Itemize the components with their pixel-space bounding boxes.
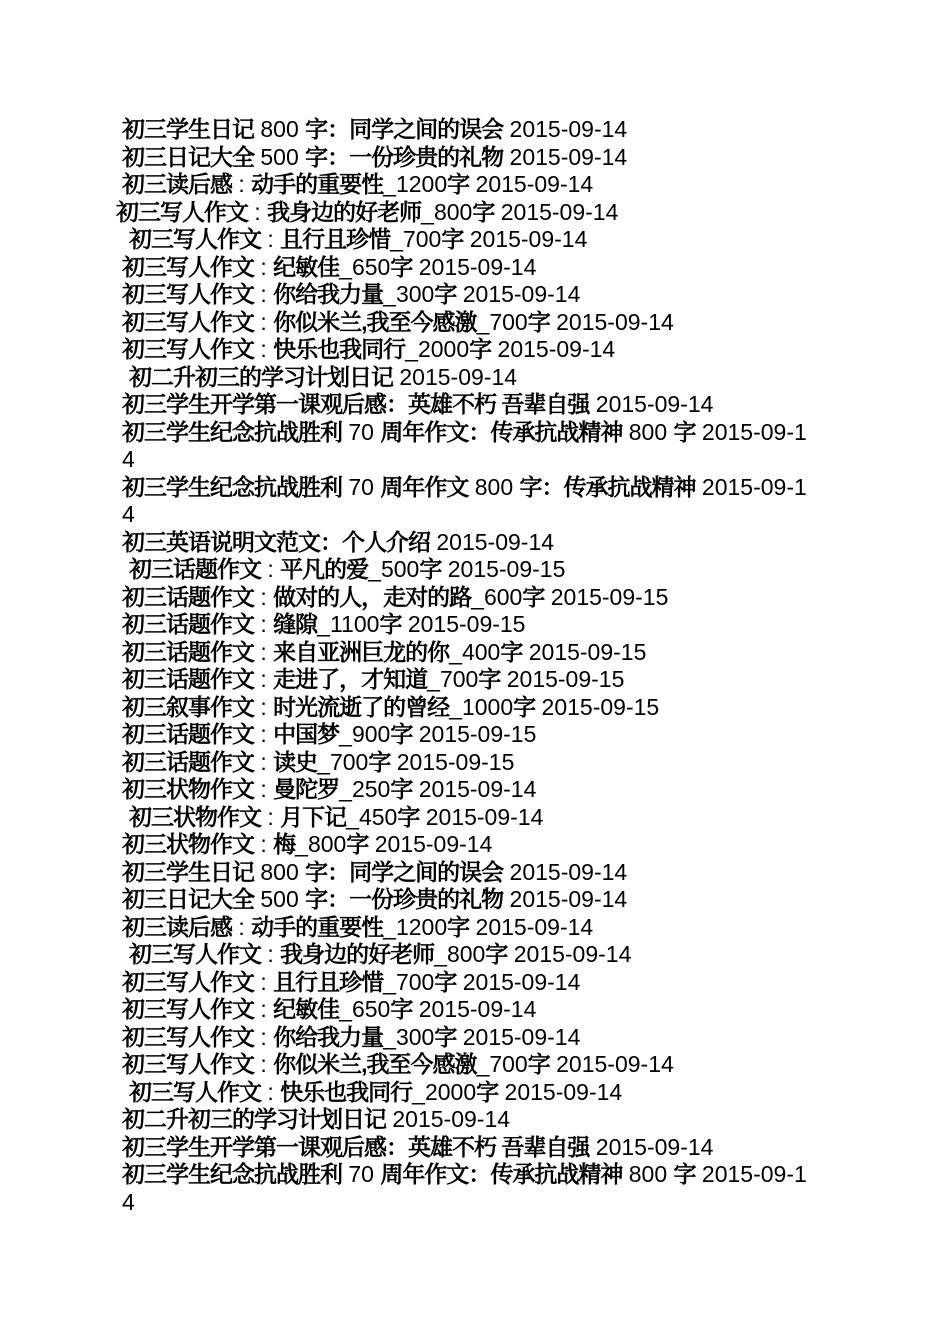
entry-date: 2015-09-14 <box>462 1023 581 1050</box>
entry-title: 初三话题作文 <box>129 556 261 582</box>
entry-title: 字 <box>379 611 402 637</box>
list-item <box>116 694 816 722</box>
entry-date: 2015-09-15 <box>447 556 566 582</box>
entry-date: 2015-09-15 <box>550 583 669 610</box>
list-item <box>116 639 816 667</box>
entry-title: 字 <box>485 941 508 967</box>
entry-title: 纪敏佳 <box>273 253 340 280</box>
entry-detail: _900 <box>339 721 391 747</box>
entry-title: 初三学生开学第一课观后感：英雄不朽 吾辈自强 <box>122 391 590 417</box>
list-item <box>116 969 816 997</box>
entry-date: 2015-09-14 <box>469 226 588 252</box>
entry-title: 初三写人作文 <box>122 336 254 362</box>
list-item <box>116 556 816 584</box>
entry-detail: _700 <box>390 226 442 252</box>
entry-title: 字 <box>390 721 413 747</box>
entry-date: 2015-09-14 <box>509 886 628 912</box>
entry-title: 字：一份珍贵的礼物 <box>305 143 504 170</box>
entry-title: 周年作文：传承抗战精神 <box>380 418 623 445</box>
entry-detail: _2000 <box>412 1078 477 1105</box>
entry-title: 缝隙 <box>273 611 318 637</box>
entry-detail: 500 <box>260 143 299 170</box>
entry-title: 初三写人作文 <box>129 941 261 967</box>
entry-title: 初三叙事作文 <box>122 693 254 720</box>
entry-title: 初三写人作文 <box>122 1023 254 1050</box>
entry-title: 初三写人作文 <box>122 996 254 1022</box>
entry-title: 你给我力量 <box>273 1023 384 1050</box>
entry-detail: : <box>260 638 267 665</box>
entry-detail: : <box>260 611 267 637</box>
entry-detail: 500 <box>260 886 299 912</box>
entry-title: 快乐也我同行 <box>273 336 406 362</box>
entry-detail: 70 <box>348 473 374 500</box>
entry-title: 周年作文 <box>380 473 469 500</box>
list-item <box>116 529 816 557</box>
entry-detail: _700 <box>476 1051 528 1077</box>
entry-title: 初三学生纪念抗战胜利 <box>122 418 342 445</box>
entry-date: 2015-09-14 <box>374 831 493 857</box>
entry-date: 2015-09-14 <box>436 528 555 555</box>
entry-title: 初三话题作文 <box>122 638 254 665</box>
entry-title: 初二升初三的学习计划日记 <box>129 363 393 390</box>
entry-detail: : <box>260 831 267 857</box>
entry-detail: 800 <box>474 473 514 500</box>
entry-detail: _1100 <box>317 611 380 637</box>
entry-date: 2015-09-14 <box>497 336 616 362</box>
entry-title: 初三写人作文 <box>129 226 261 252</box>
entry-detail: _700 <box>317 748 369 775</box>
entry-title: 我身边的好老师 <box>267 198 422 225</box>
entry-date: 2015-09-14 <box>475 171 594 197</box>
entry-detail: _250 <box>339 776 391 802</box>
entry-title: 初三话题作文 <box>122 583 254 610</box>
entry-detail: 800 <box>628 1161 668 1187</box>
list-item <box>116 1106 816 1134</box>
entry-detail: 70 <box>348 418 374 445</box>
entry-date: 2015-09-14 <box>595 1133 714 1160</box>
entry-date: 2015-09-14 <box>509 143 628 170</box>
entry-title: 初三学生日记 <box>122 116 254 142</box>
entry-date: 2015-09-14 <box>122 1161 807 1215</box>
entry-title: 字：一份珍贵的礼物 <box>305 886 504 912</box>
list-item <box>116 116 816 144</box>
list-item <box>116 144 816 172</box>
entry-date: 2015-09-14 <box>425 803 544 830</box>
list-item <box>116 281 816 309</box>
list-item <box>116 859 816 887</box>
entry-title: 纪敏佳 <box>273 996 340 1022</box>
entry-title: 走进了，才知道 <box>273 666 428 692</box>
entry-detail: : <box>254 198 261 225</box>
entry-detail: 800 <box>260 116 299 142</box>
entry-title: 梅 <box>273 831 296 857</box>
entry-title: 初三话题作文 <box>122 748 254 775</box>
entry-detail: _650 <box>339 996 391 1022</box>
list-item <box>116 941 816 969</box>
entry-title: 初三话题作文 <box>122 666 254 692</box>
entry-title: 初二升初三的学习计划日记 <box>122 1106 386 1132</box>
entry-detail: _300 <box>383 1023 435 1050</box>
entry-detail: : <box>267 941 274 967</box>
list-item <box>116 886 816 914</box>
entry-title: 字 <box>527 1051 550 1077</box>
entry-title: 初三学生日记 <box>122 858 254 885</box>
list-item <box>116 364 816 392</box>
entry-title: 字 <box>434 968 457 995</box>
entry-title: 字：同学之间的误会 <box>305 858 504 885</box>
entry-title: 曼陀罗 <box>273 776 340 802</box>
entry-detail: : <box>260 666 267 692</box>
entry-date: 2015-09-14 <box>509 116 628 142</box>
entry-detail: : <box>267 556 274 582</box>
entry-date: 2015-09-14 <box>399 363 518 390</box>
entry-detail: : <box>267 1078 274 1105</box>
article-list <box>116 116 816 1216</box>
entry-title: 字 <box>447 913 470 940</box>
list-item <box>116 254 816 282</box>
entry-title: 且行且珍惜 <box>280 226 391 252</box>
entry-title: 初三话题作文 <box>122 611 254 637</box>
entry-date: 2015-09-14 <box>462 281 581 307</box>
entry-detail: : <box>267 226 274 252</box>
entry-date: 2015-09-15 <box>528 638 647 665</box>
entry-date: 2015-09-15 <box>506 666 625 692</box>
entry-title: 周年作文：传承抗战精神 <box>380 1161 623 1187</box>
entry-detail: _1200 <box>383 171 448 197</box>
entry-detail: : <box>260 281 267 307</box>
list-item <box>116 996 816 1024</box>
entry-date: 2015-09-14 <box>418 253 537 280</box>
entry-title: 初三学生纪念抗战胜利 <box>122 473 342 500</box>
list-item <box>116 804 816 832</box>
entry-detail: : <box>260 253 267 280</box>
entry-date: 2015-09-15 <box>418 721 537 747</box>
entry-title: 初三写人作文 <box>122 281 254 307</box>
entry-title: 字 <box>390 776 413 802</box>
entry-date: 2015-09-14 <box>122 418 807 472</box>
entry-detail: _700 <box>427 666 479 692</box>
entry-title: 字 <box>419 556 442 582</box>
entry-date: 2015-09-15 <box>541 693 660 720</box>
entry-title: 初三写人作文 <box>122 968 254 995</box>
entry-title: 你似米兰,我至今感激 <box>273 308 477 335</box>
entry-detail: : <box>260 776 267 802</box>
entry-title: 字 <box>447 171 470 197</box>
list-item <box>116 776 816 804</box>
entry-detail: : <box>260 336 267 362</box>
entry-detail: _800 <box>421 198 473 225</box>
entry-detail: : <box>260 583 267 610</box>
entry-title: 字 <box>500 638 523 665</box>
entry-date: 2015-09-14 <box>122 473 807 527</box>
list-item <box>116 474 816 529</box>
entry-detail: 70 <box>348 1161 374 1187</box>
list-item <box>116 391 816 419</box>
entry-title: 动手的重要性 <box>251 913 384 940</box>
entry-title: 初三写人作文 <box>122 1051 254 1077</box>
entry-title: 初三状物作文 <box>129 803 261 830</box>
entry-title: 字 <box>522 583 545 610</box>
entry-date: 2015-09-14 <box>556 1051 674 1077</box>
list-item <box>116 1161 816 1216</box>
list-item <box>116 226 816 254</box>
entry-title: 字 <box>368 748 391 775</box>
list-item <box>116 721 816 749</box>
entry-title: 初三学生纪念抗战胜利 <box>122 1161 342 1187</box>
entry-title: 初三读后感 <box>122 913 232 940</box>
entry-detail: _700 <box>383 968 435 995</box>
entry-detail: : <box>260 968 267 995</box>
entry-title: 时光流逝了的曾经 <box>273 693 450 720</box>
entry-title: 快乐也我同行 <box>280 1078 413 1105</box>
entry-detail: : <box>260 748 267 775</box>
entry-detail: : <box>267 803 274 830</box>
entry-date: 2015-09-14 <box>556 308 674 335</box>
entry-title: 初三英语说明文范文：个人介绍 <box>122 528 430 555</box>
entry-date: 2015-09-14 <box>418 776 537 802</box>
entry-title: 动手的重要性 <box>251 171 384 197</box>
entry-title: 平凡的爱 <box>280 556 369 582</box>
entry-detail: _1200 <box>383 913 448 940</box>
list-item <box>116 309 816 337</box>
entry-detail: _450 <box>346 803 398 830</box>
entry-title: 初三写人作文 <box>122 308 254 335</box>
entry-date: 2015-09-14 <box>513 941 632 967</box>
entry-detail: : <box>238 913 245 940</box>
entry-title: 初三状物作文 <box>122 776 254 802</box>
list-item <box>116 1134 816 1162</box>
entry-title: 初三写人作文 <box>129 1078 261 1105</box>
list-item <box>116 1079 816 1107</box>
entry-detail: _650 <box>339 253 391 280</box>
entry-title: 初三日记大全 <box>122 886 254 912</box>
list-item <box>116 336 816 364</box>
entry-title: 字 <box>673 418 696 445</box>
entry-title: 字 <box>478 666 501 692</box>
entry-detail: : <box>260 721 267 747</box>
entry-title: 你似米兰,我至今感激 <box>273 1051 477 1077</box>
entry-date: 2015-09-15 <box>396 748 515 775</box>
list-item <box>116 1024 816 1052</box>
entry-date: 2015-09-14 <box>392 1106 511 1132</box>
entry-title: 来自亚洲巨龙的你 <box>273 638 450 665</box>
entry-title: 字 <box>513 693 536 720</box>
entry-title: 初三状物作文 <box>122 831 254 857</box>
entry-detail: _2000 <box>405 336 470 362</box>
entry-title: 初三学生开学第一课观后感：英雄不朽 吾辈自强 <box>122 1133 590 1160</box>
entry-title: 初三写人作文 <box>122 253 254 280</box>
entry-detail: : <box>260 1023 267 1050</box>
list-item <box>116 1051 816 1079</box>
entry-title: 初三话题作文 <box>122 721 254 747</box>
entry-date: 2015-09-14 <box>500 198 619 225</box>
entry-detail: : <box>260 308 267 335</box>
entry-detail: _500 <box>368 556 420 582</box>
entry-title: 字：传承抗战精神 <box>519 473 696 500</box>
entry-detail: : <box>260 996 267 1022</box>
list-item <box>116 199 816 227</box>
entry-detail: 800 <box>260 858 299 885</box>
entry-title: 字 <box>346 831 369 857</box>
entry-title: 字 <box>397 803 420 830</box>
entry-date: 2015-09-14 <box>462 968 581 995</box>
entry-title: 你给我力量 <box>273 281 384 307</box>
entry-title: 月下记 <box>280 803 347 830</box>
entry-title: 字 <box>527 308 550 335</box>
list-item <box>116 419 816 474</box>
entry-title: 中国梦 <box>273 721 340 747</box>
entry-title: 做对的人，走对的路 <box>273 583 472 610</box>
entry-title: 读史 <box>273 748 318 775</box>
entry-date: 2015-09-14 <box>509 858 628 885</box>
entry-date: 2015-09-15 <box>407 611 526 637</box>
entry-detail: _800 <box>295 831 347 857</box>
entry-detail: : <box>260 693 267 720</box>
list-item <box>116 584 816 612</box>
entry-detail: _600 <box>471 583 523 610</box>
entry-detail: _800 <box>434 941 486 967</box>
entry-title: 字 <box>476 1078 499 1105</box>
list-item <box>116 831 816 859</box>
entry-detail: 800 <box>628 418 668 445</box>
entry-detail: _300 <box>383 281 435 307</box>
entry-date: 2015-09-14 <box>475 913 594 940</box>
entry-title: 我身边的好老师 <box>280 941 435 967</box>
entry-detail: : <box>260 1051 267 1077</box>
list-item <box>116 666 816 694</box>
list-item <box>116 749 816 777</box>
entry-detail: _700 <box>476 308 528 335</box>
list-item <box>116 171 816 199</box>
entry-detail: _1000 <box>449 693 514 720</box>
entry-date: 2015-09-14 <box>504 1078 623 1105</box>
entry-title: 字 <box>390 996 413 1022</box>
entry-title: 字 <box>472 198 495 225</box>
entry-date: 2015-09-14 <box>595 391 714 417</box>
entry-title: 且行且珍惜 <box>273 968 384 995</box>
entry-date: 2015-09-14 <box>418 996 537 1022</box>
entry-detail: : <box>238 171 245 197</box>
entry-title: 字 <box>469 336 492 362</box>
entry-title: 字 <box>673 1161 696 1187</box>
entry-title: 初三日记大全 <box>122 143 254 170</box>
entry-title: 字 <box>441 226 464 252</box>
entry-title: 初三写人作文 <box>116 198 248 225</box>
list-item <box>116 611 816 639</box>
entry-title: 字：同学之间的误会 <box>305 116 504 142</box>
entry-title: 字 <box>390 253 413 280</box>
entry-title: 字 <box>434 281 457 307</box>
entry-title: 字 <box>434 1023 457 1050</box>
entry-title: 初三读后感 <box>122 171 232 197</box>
entry-detail: _400 <box>449 638 501 665</box>
list-item <box>116 914 816 942</box>
